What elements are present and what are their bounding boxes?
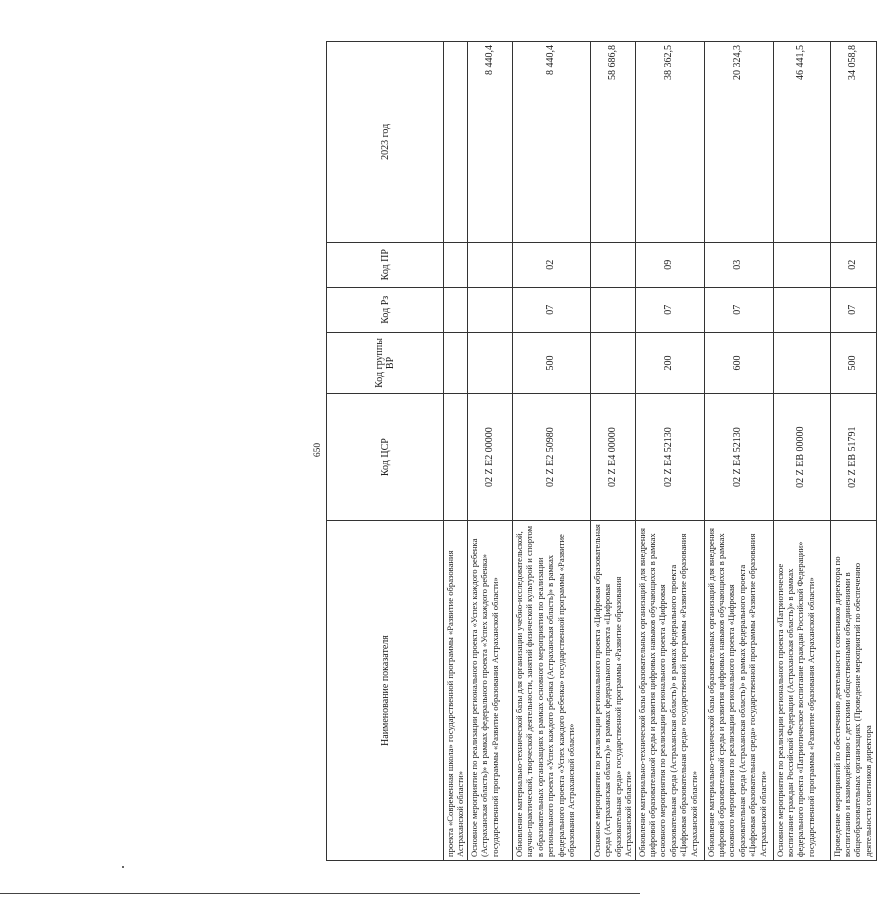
row-amount: 8 440,4 xyxy=(513,42,591,243)
row-vr: 500 xyxy=(830,332,876,393)
table-row xyxy=(591,42,636,861)
row-vr: 200 xyxy=(635,332,704,393)
table-row xyxy=(830,42,876,861)
row-amount: 20 324,3 xyxy=(704,42,773,243)
budget-table xyxy=(326,41,877,861)
row-rz xyxy=(591,287,636,332)
table-row xyxy=(773,42,830,861)
row-name: Обновление материально-технической базы для организации учебно-исследовательской, научно-практической, творческой деятельности, занятий физической культурой и спортом в образовательных организациях в рамках основного мероприятия по реализации регионального проекта «Успех каждого ребенка (Астраханская область)» в рамках федерального проекта «Успех каждого ребенка» государственной программы «Развитие образования Астраханской области» xyxy=(513,521,591,861)
row-amount xyxy=(444,42,468,243)
table-row xyxy=(444,42,468,861)
row-vr xyxy=(444,332,468,393)
row-csr: 02 Z E4 52130 xyxy=(635,394,704,521)
row-vr xyxy=(773,332,830,393)
row-rz: 07 xyxy=(513,287,591,332)
row-rz: 07 xyxy=(830,287,876,332)
row-csr: 02 Z E4 00000 xyxy=(591,394,636,521)
row-amount: 58 686,8 xyxy=(591,42,636,243)
table-row xyxy=(513,42,591,861)
row-vr: 600 xyxy=(704,332,773,393)
row-name: Проведение мероприятий по обеспечению деятельности советников директора по воспитанию и взаимодействию с детскими общественными объединениями в общеобразовательных организациях (Проведение мероприятий по обеспечению деятельности советников директора xyxy=(830,521,876,861)
row-csr: 02 Z E2 00000 xyxy=(468,394,513,521)
row-csr: 02 Z E2 50980 xyxy=(513,394,591,521)
row-csr xyxy=(444,394,468,521)
row-pr xyxy=(468,242,513,287)
header-rz: Код Рз xyxy=(327,287,444,332)
row-csr: 02 Z E4 52130 xyxy=(704,394,773,521)
row-name: Основное мероприятие по реализации регионального проекта «Цифровая образовательная среда (Астраханская область)» в рамках федерального проекта «Цифровая образовательная среда» государственной программы «Развитие образования Астраханской области» xyxy=(591,521,636,861)
row-rz: 07 xyxy=(635,287,704,332)
row-csr: 02 Z EB 00000 xyxy=(773,394,830,521)
row-vr xyxy=(468,332,513,393)
row-rz: 07 xyxy=(704,287,773,332)
row-name: Основное мероприятие по реализации регионального проекта «Патриотическое воспитание граждан Российской Федерации (Астраханская область)» в рамках федерального проекта «Патриотическое воспитание граждан Российской Федерации» государственной программы «Развитие образования Астраханской области» xyxy=(773,521,830,861)
scan-speck xyxy=(122,866,124,868)
table-row xyxy=(704,42,773,861)
table-row xyxy=(635,42,704,861)
row-pr: 02 xyxy=(513,242,591,287)
row-amount: 38 362,5 xyxy=(635,42,704,243)
header-year: 2023 год xyxy=(327,42,444,243)
row-rz xyxy=(773,287,830,332)
table-row xyxy=(468,42,513,861)
row-vr: 500 xyxy=(513,332,591,393)
row-pr: 03 xyxy=(704,242,773,287)
row-name: Обновление материально-технической базы образовательных организаций для внедрения цифровой образовательной среды и развития цифровых навыков обучающихся в рамках основного мероприятия по реализации регионального проекта «Цифровая образовательная среда (Астраханская область)» в рамках федерального проекта «Цифровая образовательная среда» государственной программы «Развитие образования Астраханской области» xyxy=(704,521,773,861)
header-vr: Код группы ВР xyxy=(327,332,444,393)
header-csr: Код ЦСР xyxy=(327,394,444,521)
header-row xyxy=(327,42,444,861)
row-rz xyxy=(444,287,468,332)
page-number: 650 xyxy=(313,442,323,458)
row-amount: 34 058,8 xyxy=(830,42,876,243)
row-name: Основное мероприятие по реализации регионального проекта «Успех каждого ребенка (Астраханская область)» в рамках федерального проекта «Успех каждого ребенка» государственной программы «Развитие образования Астраханской области» xyxy=(468,521,513,861)
row-amount: 8 440,4 xyxy=(468,42,513,243)
row-vr xyxy=(591,332,636,393)
rotated-table-container xyxy=(326,41,873,861)
row-pr: 02 xyxy=(830,242,876,287)
row-pr: 09 xyxy=(635,242,704,287)
row-name: проекта «Современная школа» государственной программы «Развитие образования Астраханской области» xyxy=(444,521,468,861)
row-pr xyxy=(591,242,636,287)
row-pr xyxy=(773,242,830,287)
header-name: Наименование показателя xyxy=(327,521,444,861)
header-pr: Код ПР xyxy=(327,242,444,287)
row-csr: 02 Z EB 51791 xyxy=(830,394,876,521)
row-name: Обновление материально-технической базы образовательных организаций для внедрения цифровой образовательной среды и развития цифровых навыков обучающихся в рамках основного мероприятия по реализации регионального проекта «Цифровая образовательная среда (Астраханская область)» в рамках федерального проекта «Цифровая образовательная среда» государственной программы «Развитие образования Астраханской области» xyxy=(635,521,704,861)
row-rz xyxy=(468,287,513,332)
row-amount: 46 441,5 xyxy=(773,42,830,243)
row-pr xyxy=(444,242,468,287)
page-edge-line xyxy=(0,893,640,894)
